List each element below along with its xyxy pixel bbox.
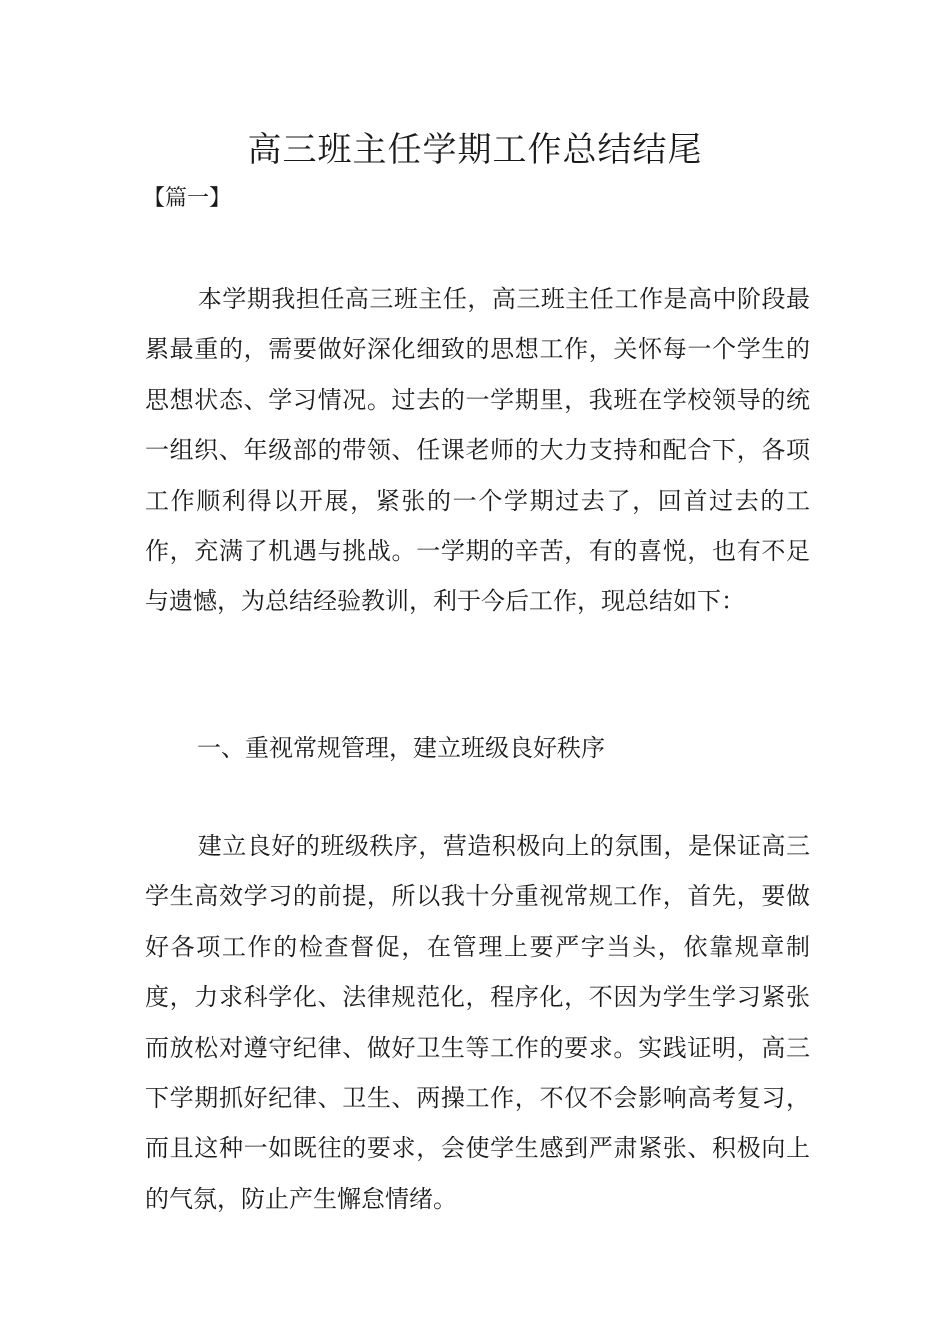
section-tag: 【篇一】 bbox=[143, 186, 232, 211]
section-heading-1: 一、重视常规管理，建立班级良好秩序 bbox=[197, 734, 605, 762]
paragraph-intro: 本学期我担任高三班主任，高三班主任工作是高中阶段最累最重的，需要做好深化细致的思想工作，关怀每一个学生的思想状态、学习情况。过去的一学期里，我班在学校领导的统一组织、年级部的带领、任课老师的大力支持和配合下，各项工作顺利得以开展，紧张的一个学期过去了，回首过去的工作，充满了机遇与挑战。一学期的辛苦，有的喜悦，也有不足与遗憾，为总结经验教训，利于今后工作，现总结如下： bbox=[145, 285, 810, 616]
document-title: 高三班主任学期工作总结结尾 bbox=[247, 130, 703, 170]
paragraph-section-1: 建立良好的班级秩序，营造积极向上的氛围，是保证高三学生高效学习的前提，所以我十分重视常规工作，首先，要做好各项工作的检查督促，在管理上要严字当头，依靠规章制度，力求科学化、法律规范化，程序化，不因为学生学习紧张而放松对遵守纪律、做好卫生等工作的要求。实践证明，高三下学期抓好纪律、卫生、两操工作，不仅不会影响高考复习，而且这种一如既往的要求，会使学生感到严肃紧张、积极向上的气氛，防止产生懈怠情绪。 bbox=[145, 832, 810, 1213]
